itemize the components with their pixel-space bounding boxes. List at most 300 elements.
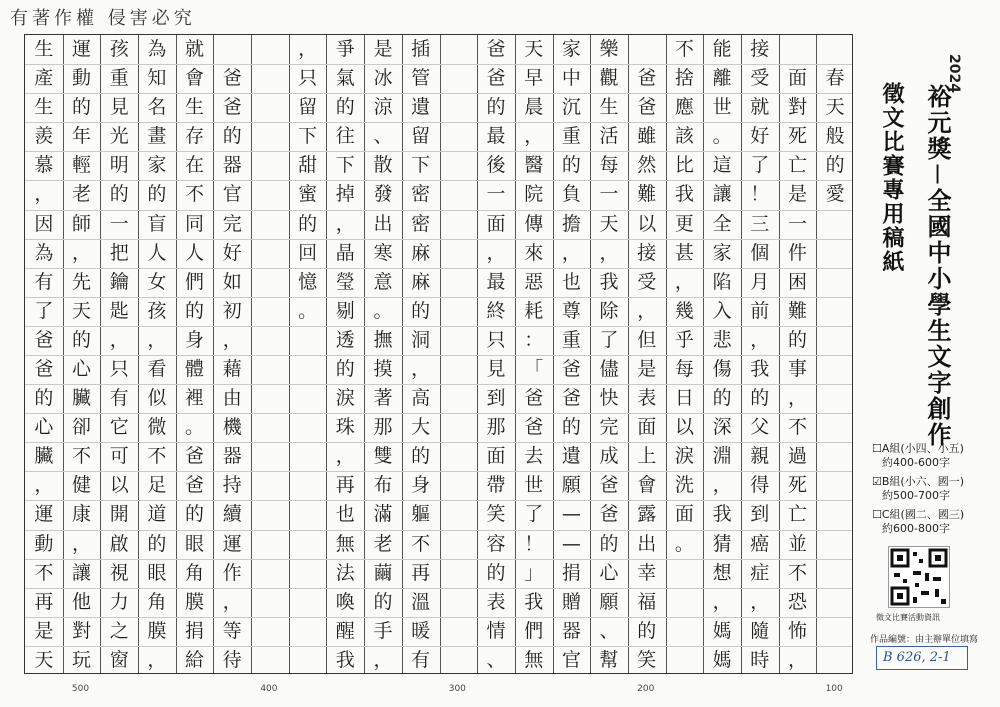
manuscript-char: 最 — [486, 270, 506, 293]
manuscript-char: 運 — [34, 503, 54, 526]
manuscript-char: 作 — [222, 561, 242, 584]
manuscript-char: 器 — [561, 619, 581, 642]
manuscript-char: 想 — [712, 561, 732, 584]
manuscript-char: 。 — [298, 299, 318, 322]
manuscript-char: 是 — [373, 38, 393, 60]
contest-subtitle: 徵文比賽專用稿紙 — [879, 82, 904, 274]
manuscript-char: 官 — [222, 183, 242, 206]
manuscript-char: 可 — [109, 445, 129, 468]
manuscript-char: 陷 — [712, 270, 732, 293]
manuscript-char: 的 — [486, 561, 506, 584]
group-label: ☑B組(小六、國一) — [872, 475, 964, 488]
manuscript-char: 以 — [109, 474, 129, 497]
manuscript-char: 天 — [825, 96, 845, 119]
manuscript-char: 甜 — [298, 154, 318, 177]
manuscript-char: 了 — [750, 154, 770, 177]
manuscript-char: 只 — [109, 358, 129, 380]
manuscript-char: 比 — [674, 154, 694, 177]
group-word-range: 約400-600字 — [882, 456, 950, 469]
manuscript-char: 面 — [486, 445, 506, 468]
manuscript-char: 續 — [222, 503, 242, 526]
column-divider — [176, 35, 177, 673]
manuscript-char: 也 — [335, 503, 355, 526]
manuscript-char: 的 — [72, 96, 92, 119]
manuscript-char: 再 — [34, 590, 54, 613]
manuscript-char: 癌 — [750, 532, 770, 555]
manuscript-char: 先 — [72, 270, 92, 293]
manuscript-char: 親 — [750, 445, 770, 468]
manuscript-char: 膜 — [185, 590, 205, 613]
manuscript-char: ， — [335, 445, 355, 468]
manuscript-char: 願 — [599, 590, 619, 613]
manuscript-char: 淚 — [335, 387, 355, 410]
manuscript-char: 我 — [750, 358, 770, 380]
manuscript-char: 去 — [524, 445, 544, 468]
group-option — [872, 508, 992, 535]
manuscript-char: 會 — [637, 474, 657, 497]
manuscript-char: 有 — [34, 270, 54, 293]
manuscript-char: 家 — [561, 38, 581, 60]
manuscript-char: 了 — [524, 503, 544, 526]
manuscript-char: 珠 — [335, 416, 355, 439]
manuscript-char: 中 — [561, 67, 581, 90]
column-divider — [515, 35, 516, 673]
manuscript-char: 捐 — [561, 561, 581, 584]
manuscript-char: 視 — [109, 561, 129, 584]
manuscript-char: 匙 — [109, 299, 129, 322]
manuscript-char: 難 — [787, 299, 807, 322]
manuscript-char: 完 — [599, 416, 619, 439]
manuscript-char: 父 — [750, 416, 770, 439]
manuscript-char: 重 — [109, 67, 129, 90]
manuscript-char: ， — [34, 474, 54, 497]
manuscript-char: 天 — [599, 212, 619, 235]
manuscript-char: 爸 — [524, 416, 544, 439]
manuscript-char: 光 — [109, 125, 129, 148]
manuscript-char: 爸 — [34, 328, 54, 351]
manuscript-char: 往 — [335, 125, 355, 148]
manuscript-char: 日 — [674, 387, 694, 410]
manuscript-char: 鑰 — [109, 270, 129, 293]
manuscript-char: 麻 — [411, 241, 431, 264]
manuscript-char: 露 — [637, 503, 657, 526]
manuscript-char: 瑩 — [335, 270, 355, 293]
manuscript-char: 散 — [373, 154, 393, 177]
manuscript-char: 同 — [185, 212, 205, 235]
manuscript-char: ， — [637, 299, 657, 322]
manuscript-char: 家 — [712, 241, 732, 264]
manuscript-char: 膜 — [147, 619, 167, 642]
group-word-range: 約600-800字 — [882, 522, 950, 535]
manuscript-char: 重 — [561, 328, 581, 351]
manuscript-char: 醒 — [335, 619, 355, 642]
manuscript-char: 知 — [147, 67, 167, 90]
manuscript-char: ， — [712, 474, 732, 497]
column-divider — [364, 35, 365, 673]
manuscript-char: 爭 — [335, 38, 355, 60]
manuscript-char: 雙 — [373, 445, 393, 468]
manuscript-char: 在 — [185, 154, 205, 177]
manuscript-char: 也 — [561, 270, 581, 293]
manuscript-char: 「 — [524, 358, 544, 380]
manuscript-char: 爸 — [185, 474, 205, 497]
manuscript-char: 運 — [72, 38, 92, 60]
manuscript-char: 麻 — [411, 270, 431, 293]
manuscript-char: 年 — [72, 125, 92, 148]
manuscript-char: 眼 — [185, 532, 205, 555]
manuscript-char: 力 — [109, 590, 129, 613]
manuscript-char: ， — [298, 38, 318, 60]
manuscript-char: 成 — [599, 445, 619, 468]
qr-code — [888, 546, 950, 608]
manuscript-char: 窗 — [109, 648, 129, 671]
manuscript-char: 乎 — [674, 328, 694, 351]
manuscript-char: 後 — [486, 154, 506, 177]
title-panel — [858, 34, 998, 674]
manuscript-char: 天 — [34, 648, 54, 671]
column-divider — [213, 35, 214, 673]
manuscript-char: 那 — [373, 416, 393, 439]
manuscript-char: 幸 — [637, 561, 657, 584]
manuscript-char: 得 — [750, 474, 770, 497]
manuscript-char: 產 — [34, 67, 54, 90]
manuscript-char: 的 — [222, 125, 242, 148]
manuscript-char: 出 — [373, 212, 393, 235]
manuscript-char: 只 — [298, 67, 318, 90]
manuscript-char: 撫 — [373, 328, 393, 351]
manuscript-char: 為 — [147, 38, 167, 60]
manuscript-char: 就 — [185, 38, 205, 60]
manuscript-char: 愛 — [825, 183, 845, 206]
manuscript-char: ， — [750, 590, 770, 613]
manuscript-char: 初 — [222, 299, 242, 322]
manuscript-char: 留 — [298, 96, 318, 119]
manuscript-char: 出 — [637, 532, 657, 555]
manuscript-char: 蜜 — [298, 183, 318, 206]
manuscript-char: 足 — [147, 474, 167, 497]
manuscript-char: 再 — [411, 561, 431, 584]
manuscript-char: 院 — [524, 183, 544, 206]
manuscript-char: 身 — [411, 474, 431, 497]
manuscript-char: 一 — [486, 183, 506, 206]
manuscript-char: 掉 — [335, 183, 355, 206]
manuscript-char: 高 — [411, 387, 431, 410]
manuscript-char: 件 — [787, 241, 807, 264]
manuscript-char: 的 — [335, 96, 355, 119]
manuscript-char: 笑 — [486, 503, 506, 526]
manuscript-char: ， — [373, 648, 393, 671]
manuscript-char: 除 — [599, 299, 619, 322]
manuscript-char: 那 — [486, 416, 506, 439]
manuscript-char: 角 — [185, 561, 205, 584]
column-divider — [138, 35, 139, 673]
manuscript-char: 冰 — [373, 67, 393, 90]
manuscript-char: 的 — [147, 532, 167, 555]
manuscript-char: 是 — [637, 358, 657, 380]
group-word-range: 約500-700字 — [882, 489, 950, 502]
manuscript-char: 爸 — [637, 67, 657, 90]
manuscript-char: 事 — [787, 358, 807, 380]
manuscript-char: 插 — [411, 38, 431, 60]
manuscript-char: 捨 — [674, 67, 694, 90]
manuscript-char: ， — [72, 241, 92, 264]
manuscript-char: 心 — [599, 561, 619, 584]
manuscript-grid — [24, 34, 853, 674]
manuscript-char: 生 — [599, 96, 619, 119]
manuscript-char: ， — [674, 270, 694, 293]
manuscript-char: 我 — [712, 503, 732, 526]
manuscript-char: 一 — [599, 183, 619, 206]
manuscript-char: 器 — [222, 445, 242, 468]
manuscript-char: 身 — [185, 328, 205, 351]
manuscript-char: 離 — [712, 67, 732, 90]
manuscript-char: 動 — [34, 532, 54, 555]
manuscript-char: 再 — [335, 474, 355, 497]
manuscript-char: — — [561, 503, 581, 526]
manuscript-char: 只 — [486, 328, 506, 351]
manuscript-char: 女 — [147, 270, 167, 293]
manuscript-char: 春 — [825, 67, 845, 90]
manuscript-char: 亡 — [787, 503, 807, 526]
column-divider — [779, 35, 780, 673]
manuscript-char: 的 — [34, 387, 54, 410]
contest-title: 裕元獎－全國中小學生文字創作 — [923, 84, 951, 448]
manuscript-char: 世 — [524, 474, 544, 497]
column-divider — [590, 35, 591, 673]
manuscript-char: 尊 — [561, 299, 581, 322]
manuscript-char: 動 — [72, 67, 92, 90]
manuscript-char: 受 — [637, 270, 657, 293]
count-tick: 200 — [637, 684, 655, 694]
manuscript-char: 爸 — [599, 503, 619, 526]
manuscript-char: 。 — [712, 125, 732, 148]
manuscript-char: 我 — [524, 590, 544, 613]
manuscript-char: 隨 — [750, 619, 770, 642]
manuscript-char: 人 — [147, 241, 167, 264]
count-tick: 400 — [260, 684, 278, 694]
manuscript-char: 生 — [34, 38, 54, 60]
contest-year: 2024 — [946, 54, 962, 93]
manuscript-char: 不 — [787, 561, 807, 584]
manuscript-char: 死 — [787, 125, 807, 148]
manuscript-char: 是 — [787, 183, 807, 206]
manuscript-char: 孩 — [109, 38, 129, 60]
manuscript-char: 淚 — [674, 445, 694, 468]
manuscript-char: 然 — [637, 154, 657, 177]
manuscript-char: 表 — [637, 387, 657, 410]
manuscript-char: ， — [561, 241, 581, 264]
manuscript-char: 羨 — [34, 125, 54, 148]
manuscript-char: 耗 — [524, 299, 544, 322]
manuscript-char: 世 — [712, 96, 732, 119]
manuscript-char: 生 — [34, 96, 54, 119]
manuscript-char: 我 — [335, 648, 355, 671]
manuscript-char: 了 — [34, 299, 54, 322]
manuscript-char: 讓 — [72, 561, 92, 584]
manuscript-char: 慕 — [34, 154, 54, 177]
manuscript-char: 猜 — [712, 532, 732, 555]
manuscript-char: 傷 — [712, 358, 732, 380]
manuscript-char: 悲 — [712, 328, 732, 351]
manuscript-char: 我 — [599, 270, 619, 293]
manuscript-char: ： — [524, 328, 544, 351]
manuscript-char: 媽 — [712, 619, 732, 642]
manuscript-char: ， — [109, 328, 129, 351]
manuscript-char: ， — [222, 328, 242, 351]
manuscript-char: 症 — [750, 561, 770, 584]
manuscript-char: 擔 — [561, 212, 581, 235]
manuscript-char: 似 — [147, 387, 167, 410]
manuscript-char: 健 — [72, 474, 92, 497]
manuscript-char: 體 — [185, 358, 205, 380]
manuscript-char: 見 — [486, 358, 506, 380]
manuscript-char: 月 — [750, 270, 770, 293]
manuscript-char: 觀 — [599, 67, 619, 90]
manuscript-char: 贈 — [561, 590, 581, 613]
group-option — [872, 442, 992, 469]
manuscript-char: 怖 — [787, 619, 807, 642]
manuscript-char: 滿 — [373, 503, 393, 526]
manuscript-char: 能 — [712, 38, 732, 60]
manuscript-char: 待 — [222, 648, 242, 671]
manuscript-char: 手 — [373, 619, 393, 642]
manuscript-char: 溫 — [411, 590, 431, 613]
manuscript-char: 洗 — [674, 474, 694, 497]
manuscript-char: 把 — [109, 241, 129, 264]
column-divider — [100, 35, 101, 673]
count-tick: 300 — [448, 684, 466, 694]
manuscript-char: 存 — [185, 125, 205, 148]
manuscript-char: 官 — [561, 648, 581, 671]
manuscript-char: ， — [72, 532, 92, 555]
manuscript-char: 三 — [750, 212, 770, 235]
manuscript-char: 天 — [524, 38, 544, 60]
manuscript-char: 過 — [787, 445, 807, 468]
manuscript-char: 對 — [72, 619, 92, 642]
manuscript-char: 的 — [185, 299, 205, 322]
manuscript-char: 的 — [373, 590, 393, 613]
manuscript-char: 完 — [222, 212, 242, 235]
manuscript-char: 爸 — [185, 445, 205, 468]
manuscript-char: 難 — [637, 183, 657, 206]
manuscript-char: 捐 — [185, 619, 205, 642]
manuscript-char: 道 — [147, 503, 167, 526]
manuscript-char: 透 — [335, 328, 355, 351]
manuscript-char: 以 — [674, 416, 694, 439]
manuscript-char: 媽 — [712, 648, 732, 671]
manuscript-char: 該 — [674, 125, 694, 148]
column-divider — [63, 35, 64, 673]
manuscript-char: 老 — [373, 532, 393, 555]
manuscript-char: 的 — [298, 212, 318, 235]
manuscript-char: 爸 — [599, 474, 619, 497]
manuscript-char: 的 — [637, 619, 657, 642]
manuscript-char: 重 — [561, 125, 581, 148]
manuscript-char: 負 — [561, 183, 581, 206]
manuscript-char: 一 — [787, 212, 807, 235]
manuscript-char: 讓 — [712, 183, 732, 206]
column-divider — [477, 35, 478, 673]
manuscript-char: 持 — [222, 474, 242, 497]
manuscript-char: 的 — [561, 154, 581, 177]
manuscript-char: 繭 — [373, 561, 393, 584]
manuscript-char: 入 — [712, 299, 732, 322]
manuscript-char: 」 — [524, 561, 544, 584]
manuscript-char: 管 — [411, 67, 431, 90]
manuscript-char: 、 — [486, 648, 506, 671]
manuscript-char: 對 — [787, 96, 807, 119]
manuscript-char: 面 — [674, 503, 694, 526]
manuscript-char: 受 — [750, 67, 770, 90]
manuscript-char: 不 — [411, 532, 431, 555]
manuscript-char: 情 — [486, 619, 506, 642]
manuscript-char: 亡 — [787, 154, 807, 177]
manuscript-char: 面 — [486, 212, 506, 235]
manuscript-char: 會 — [185, 67, 205, 90]
manuscript-char: 深 — [712, 416, 732, 439]
manuscript-char: 不 — [34, 561, 54, 584]
manuscript-char: 爸 — [222, 96, 242, 119]
group-checklist — [872, 442, 992, 541]
manuscript-char: 困 — [787, 270, 807, 293]
manuscript-char: 快 — [599, 387, 619, 410]
manuscript-char: 心 — [72, 358, 92, 380]
manuscript-char: 淵 — [712, 445, 732, 468]
manuscript-char: ！ — [750, 183, 770, 206]
manuscript-char: 爸 — [561, 387, 581, 410]
manuscript-char: 角 — [147, 590, 167, 613]
manuscript-char: 生 — [185, 96, 205, 119]
manuscript-char: 帶 — [486, 474, 506, 497]
manuscript-char: 面 — [637, 416, 657, 439]
manuscript-char: 醫 — [524, 154, 544, 177]
manuscript-char: 氣 — [335, 67, 355, 90]
manuscript-char: 更 — [674, 212, 694, 235]
manuscript-char: 一 — [109, 212, 129, 235]
manuscript-char: 上 — [637, 445, 657, 468]
manuscript-char: ， — [787, 387, 807, 410]
manuscript-char: 幾 — [674, 299, 694, 322]
manuscript-char: 爸 — [561, 358, 581, 380]
count-tick: 100 — [825, 684, 843, 694]
manuscript-char: 由 — [222, 387, 242, 410]
manuscript-char: 回 — [298, 241, 318, 264]
manuscript-char: 開 — [109, 503, 129, 526]
manuscript-char: 死 — [787, 474, 807, 497]
manuscript-char: 就 — [750, 96, 770, 119]
manuscript-char: 藉 — [222, 358, 242, 380]
manuscript-char: 摸 — [373, 358, 393, 380]
manuscript-char: 前 — [750, 299, 770, 322]
manuscript-char: ， — [787, 648, 807, 671]
manuscript-char: 的 — [109, 183, 129, 206]
manuscript-char: 並 — [787, 532, 807, 555]
manuscript-char: 接 — [750, 38, 770, 60]
manuscript-char: 惡 — [524, 270, 544, 293]
manuscript-char: 老 — [72, 183, 92, 206]
manuscript-char: 我 — [674, 183, 694, 206]
manuscript-char: 的 — [411, 445, 431, 468]
manuscript-char: 人 — [185, 241, 205, 264]
manuscript-char: 剔 — [335, 299, 355, 322]
manuscript-char: 遺 — [411, 96, 431, 119]
manuscript-char: 不 — [72, 445, 92, 468]
work-number-label: 作品編號：由主辦單位填寫 — [870, 635, 979, 645]
manuscript-char: 遺 — [561, 445, 581, 468]
manuscript-char: 好 — [750, 125, 770, 148]
manuscript-char: 面 — [787, 67, 807, 90]
manuscript-char: 機 — [222, 416, 242, 439]
